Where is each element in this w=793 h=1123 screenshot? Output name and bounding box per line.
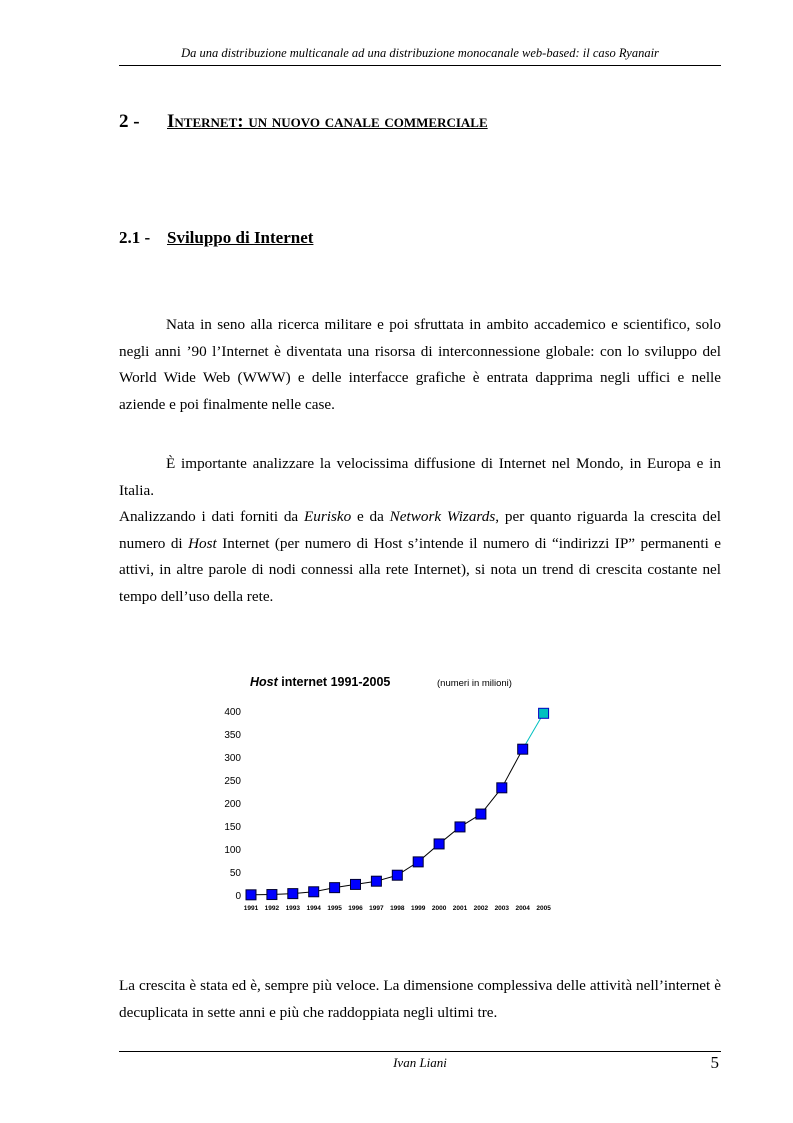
- y-tick-label: 350: [224, 730, 241, 741]
- x-tick-label: 2005: [536, 905, 551, 912]
- chapter-heading: [119, 111, 488, 133]
- y-tick-label: 150: [224, 822, 241, 833]
- paragraph-3-text: e da: [351, 508, 390, 525]
- x-tick-label: 2001: [452, 905, 468, 912]
- data-point-marker: [246, 890, 256, 900]
- x-tick-label: 1993: [285, 905, 301, 912]
- footer-rule: [119, 1051, 721, 1052]
- x-tick-label: 1996: [348, 905, 363, 912]
- series-line: [502, 749, 523, 788]
- paragraph-1: [119, 312, 721, 418]
- x-tick-label: 1998: [390, 905, 405, 912]
- data-point-marker: [413, 857, 423, 867]
- data-point-marker: [497, 783, 507, 793]
- x-tick-label: 1992: [264, 905, 280, 912]
- x-tick-label: 1991: [243, 905, 259, 912]
- data-point-marker: [455, 822, 465, 832]
- paragraph-3-text: Internet (per numero di Host s’intende il numero di “indirizzi IP” permanenti e attivi, in altre parole di nodi connessi alla rete Internet), si nota un trend di crescita costante nel tempo dell’uso della rete.: [119, 534, 721, 605]
- x-tick-label: 2003: [494, 905, 510, 912]
- y-tick-label: 250: [224, 776, 241, 787]
- chapter-title: Internet: un nuovo canale commerciale: [167, 111, 488, 132]
- y-tick-label: 200: [224, 799, 241, 810]
- x-tick-label: 2002: [473, 905, 489, 912]
- data-point-marker: [434, 839, 444, 849]
- host-chart: [215, 668, 575, 928]
- paragraph-1-text: Nata in seno alla ricerca militare e poi sfruttata in ambito accademico e scientifico, solo negli anni ’90 l’Internet è diventata una risorsa di interconnessione globale: con lo sviluppo del World Wide Web (WWW) e delle interfacce grafiche è entrata dapprima negli uffici e nelle aziende e poi finalmente nelle case.: [119, 316, 721, 413]
- y-tick-label: 100: [224, 845, 241, 856]
- x-tick-label: 2000: [431, 905, 447, 912]
- paragraph-3-text: , per quanto riguarda la crescita del numero di: [119, 508, 721, 552]
- chart-subtitle: (numeri in milioni): [437, 678, 512, 689]
- paragraph-3: [119, 504, 721, 610]
- x-tick-label: 1999: [410, 905, 426, 912]
- x-tick-label: 1997: [369, 905, 384, 912]
- term-host: Host: [188, 534, 217, 552]
- paragraph-3-text: Analizzando i dati forniti da: [119, 508, 304, 525]
- y-tick-label: 400: [224, 707, 241, 718]
- data-point-marker: [351, 879, 361, 889]
- source-eurisko: Eurisko: [303, 508, 352, 525]
- line-chart: [215, 668, 575, 928]
- paragraph-2-text: È importante analizzare la velocissima diffusione di Internet nel Mondo, in Europa e in Italia.: [119, 455, 721, 499]
- paragraph-4: [119, 973, 721, 1026]
- chart-title: Host internet 1991-2005: [250, 675, 391, 689]
- data-point-marker: [539, 708, 549, 718]
- data-point-marker: [309, 887, 319, 897]
- paragraph-2: [119, 451, 721, 504]
- running-header: Da una distribuzione multicanale ad una distribuzione monocanale web-based: il caso Ryanair: [181, 46, 659, 60]
- page-number: 5: [710, 1053, 719, 1072]
- section-heading: [119, 228, 313, 248]
- x-tick-label: 1994: [306, 905, 321, 912]
- y-tick-label: 0: [235, 891, 241, 902]
- chapter-number: 2 -: [119, 111, 140, 132]
- header-rule: [119, 65, 721, 66]
- y-tick-label: 50: [229, 868, 241, 879]
- data-point-marker: [288, 889, 298, 899]
- data-point-marker: [392, 870, 402, 880]
- paragraph-4-text: La crescita è stata ed è, sempre più veloce. La dimensione complessiva delle attività nell’internet è decuplicata in sette anni e più che raddoppiata negli ultimi tre.: [119, 977, 721, 1021]
- data-point-marker: [476, 809, 486, 819]
- section-title: Sviluppo di Internet: [167, 228, 314, 247]
- data-point-marker: [371, 876, 381, 886]
- data-point-marker: [267, 890, 277, 900]
- source-network-wizards: Network Wizards: [389, 508, 496, 525]
- x-tick-label: 1995: [327, 905, 342, 912]
- footer-author: Ivan Liani: [393, 1055, 447, 1070]
- x-tick-label: 2004: [515, 905, 530, 912]
- y-tick-label: 300: [224, 753, 241, 764]
- data-point-marker: [330, 883, 340, 893]
- section-number: 2.1 -: [119, 228, 151, 247]
- data-point-marker: [518, 744, 528, 754]
